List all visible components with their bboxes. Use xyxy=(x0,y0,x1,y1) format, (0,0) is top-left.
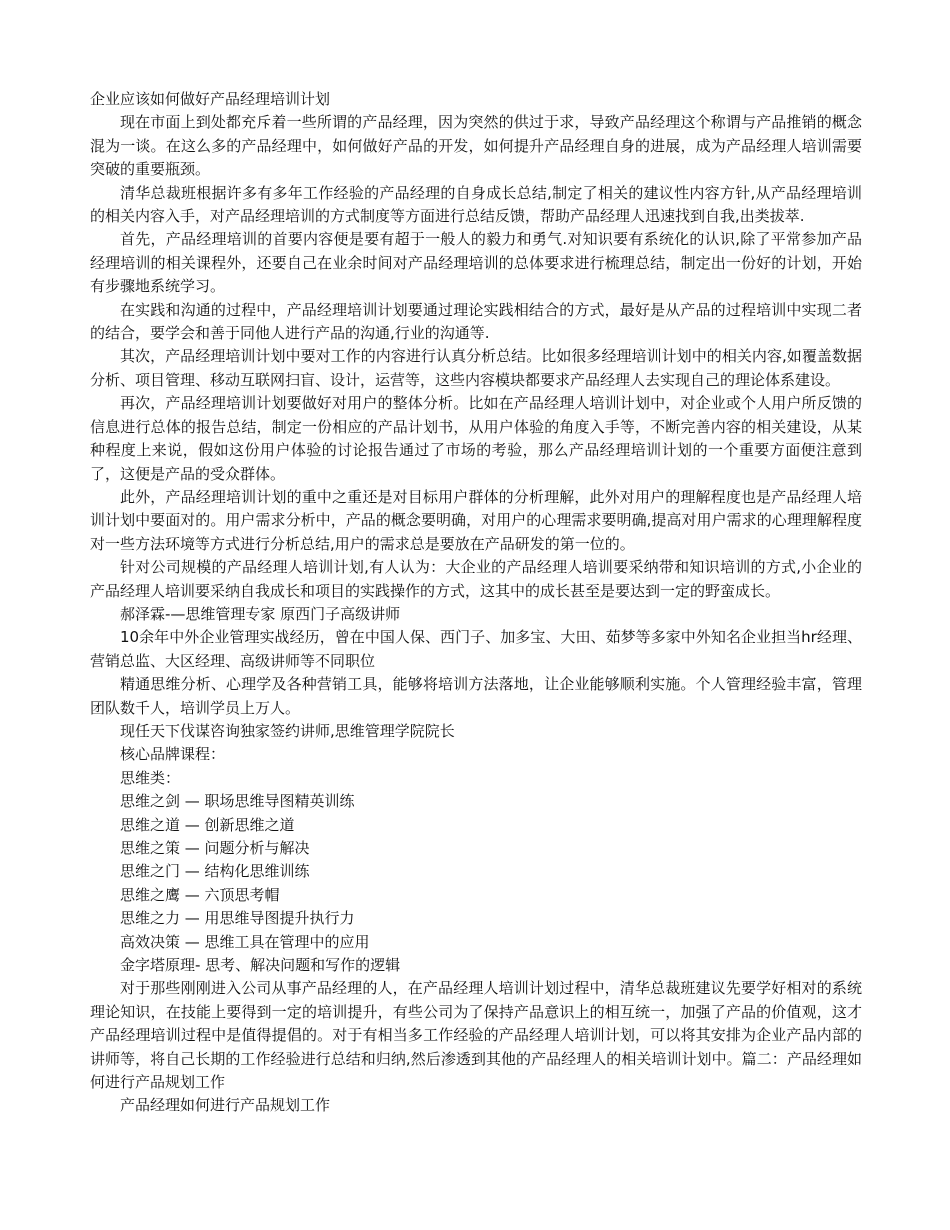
course-item: 思维之鹰 — 六顶思考帽 xyxy=(120,885,280,904)
course-item: 思维之门 — 结构化思维训练 xyxy=(120,862,310,881)
course-item: 思维之剑 — 职场思维导图精英训练 xyxy=(120,792,355,811)
document-page xyxy=(90,88,862,1118)
body-paragraph-7: 此外，产品经理培训计划的重中之重还是对目标用户群体的分析理解，此外对用户的理解程度也是产品经理人培训计划中要面对的。用户需求分析中，产品的概念要明确，对用户的心理需求要明确,提高对用户需求的心理理解程度对一些方法环境等方式进行分析总结,用户的需求总是要放在产品研发的第一位的。 xyxy=(90,487,862,553)
course-item: 思维之力 — 用思维导图提升执行力 xyxy=(120,909,355,928)
course-item: 金字塔原理- 思考、解决问题和写作的逻辑 xyxy=(120,956,401,975)
body-paragraph-8: 针对公司规模的产品经理人培训计划,有人认为：大企业的产品经理人培训要采纳带和知识培训的方式,小企业的产品经理人培训要采纳自我成长和项目的实践操作的方式，这其中的成长甚至是要达到一定的野蛮成长。 xyxy=(90,558,862,600)
courses-category: 思维类： xyxy=(120,768,181,787)
body-paragraph-4: 在实践和沟通的过程中，产品经理培训计划要通过理论实践相结合的方式，最好是从产品的过程培训中实现二者的结合，要学会和善于同他人进行产品的沟通,行业的沟通等. xyxy=(90,300,862,343)
body-paragraph-3: 首先，产品经理培训的首要内容便是要有超于一般人的毅力和勇气.对知识要有系统化的认识,除了平常参加产品经理培训的相关课程外，还要自己在业余时间对产品经理培训的总体要求进行梳理总结，制定出一份好的计划，开始有步骤地系统学习。 xyxy=(90,230,862,296)
courses-heading: 核心品牌课程： xyxy=(120,745,226,764)
next-section-heading: 产品经理如何进行产品规划工作 xyxy=(120,1096,331,1115)
course-item: 思维之道 — 创新思维之道 xyxy=(120,815,295,834)
course-item: 高效决策 — 思维工具在管理中的应用 xyxy=(120,932,370,951)
body-paragraph-5: 其次，产品经理培训计划中要对工作的内容进行认真分析总结。比如很多经理培训计划中的相关内容,如覆盖数据分析、项目管理、移动互联网扫盲、设计，运营等，这些内容模块都要求产品经理人去实现自己的理论体系建设。 xyxy=(90,347,862,389)
document-title: 企业应该如何做好产品经理培训计划 xyxy=(90,90,331,108)
lecturer-position: 现任天下伐谋咨询独家签约讲师,思维管理学院院长 xyxy=(120,721,455,740)
lecturer-name: 郝泽霖-—思维管理专家 原西门子高级讲师 xyxy=(120,604,401,623)
closing-paragraph: 对于那些刚刚进入公司从事产品经理的人，在产品经理人培训计划过程中，清华总裁班建议先要学好相对的系统理论知识，在技能上要得到一定的培训提升，有些公司为了保持产品意识上的相互统一，加强了产品的价值观，这才产品经理培训过程中是值得提倡的。对于有相当多工作经验的产品经理人培训计划，可以将其安排为企业产品内部的讲师等，将自己长期的工作经验进行总结和归纳,然后渗透到其他的产品经理人的相关培训计划中。篇二：产品经理如何进行产品规划工作 xyxy=(90,979,862,1092)
body-paragraph-2: 清华总裁班根据许多有多年工作经验的产品经理的自身成长总结,制定了相关的建议性内容方针,从产品经理培训的相关内容入手，对产品经理培训的方式制度等方面进行总结反馈，帮助产品经理人迅速找到自我,出类拔萃. xyxy=(90,183,862,226)
body-paragraph-1: 现在市面上到处都充斥着一些所谓的产品经理，因为突然的供过于求，导致产品经理这个称谓与产品推销的概念混为一谈。在这么多的产品经理中，如何做好产品的开发，如何提升产品经理自身的进展，成为产品经理人培训需要突破的重要瓶颈。 xyxy=(90,113,862,179)
body-paragraph-6: 再次，产品经理培训计划要做好对用户的整体分析。比如在产品经理人培训计划中，对企业或个人用户所反馈的信息进行总体的报告总结，制定一份相应的产品计划书，从用户体验的角度入手等，不断完善内容的相关建设，从某种程度上来说，假如这份用户体验的讨论报告通过了市场的考验，那么产品经理培训计划的一个重要方面便注意到了，这便是产品的受众群体。 xyxy=(90,394,862,483)
lecturer-bio-2: 精通思维分析、心理学及各种营销工具，能够将培训方法落地，让企业能够顺利实施。个人管理经验丰富，管理团队数千人，培训学员上万人。 xyxy=(90,675,862,717)
lecturer-bio-1: 10余年中外企业管理实战经历，曾在中国人保、西门子、加多宝、大田、茹梦等多家中外知名企业担当hr经理、营销总监、大区经理、高级讲师等不同职位 xyxy=(90,628,862,670)
course-item: 思维之策 — 问题分析与解决 xyxy=(120,839,310,857)
